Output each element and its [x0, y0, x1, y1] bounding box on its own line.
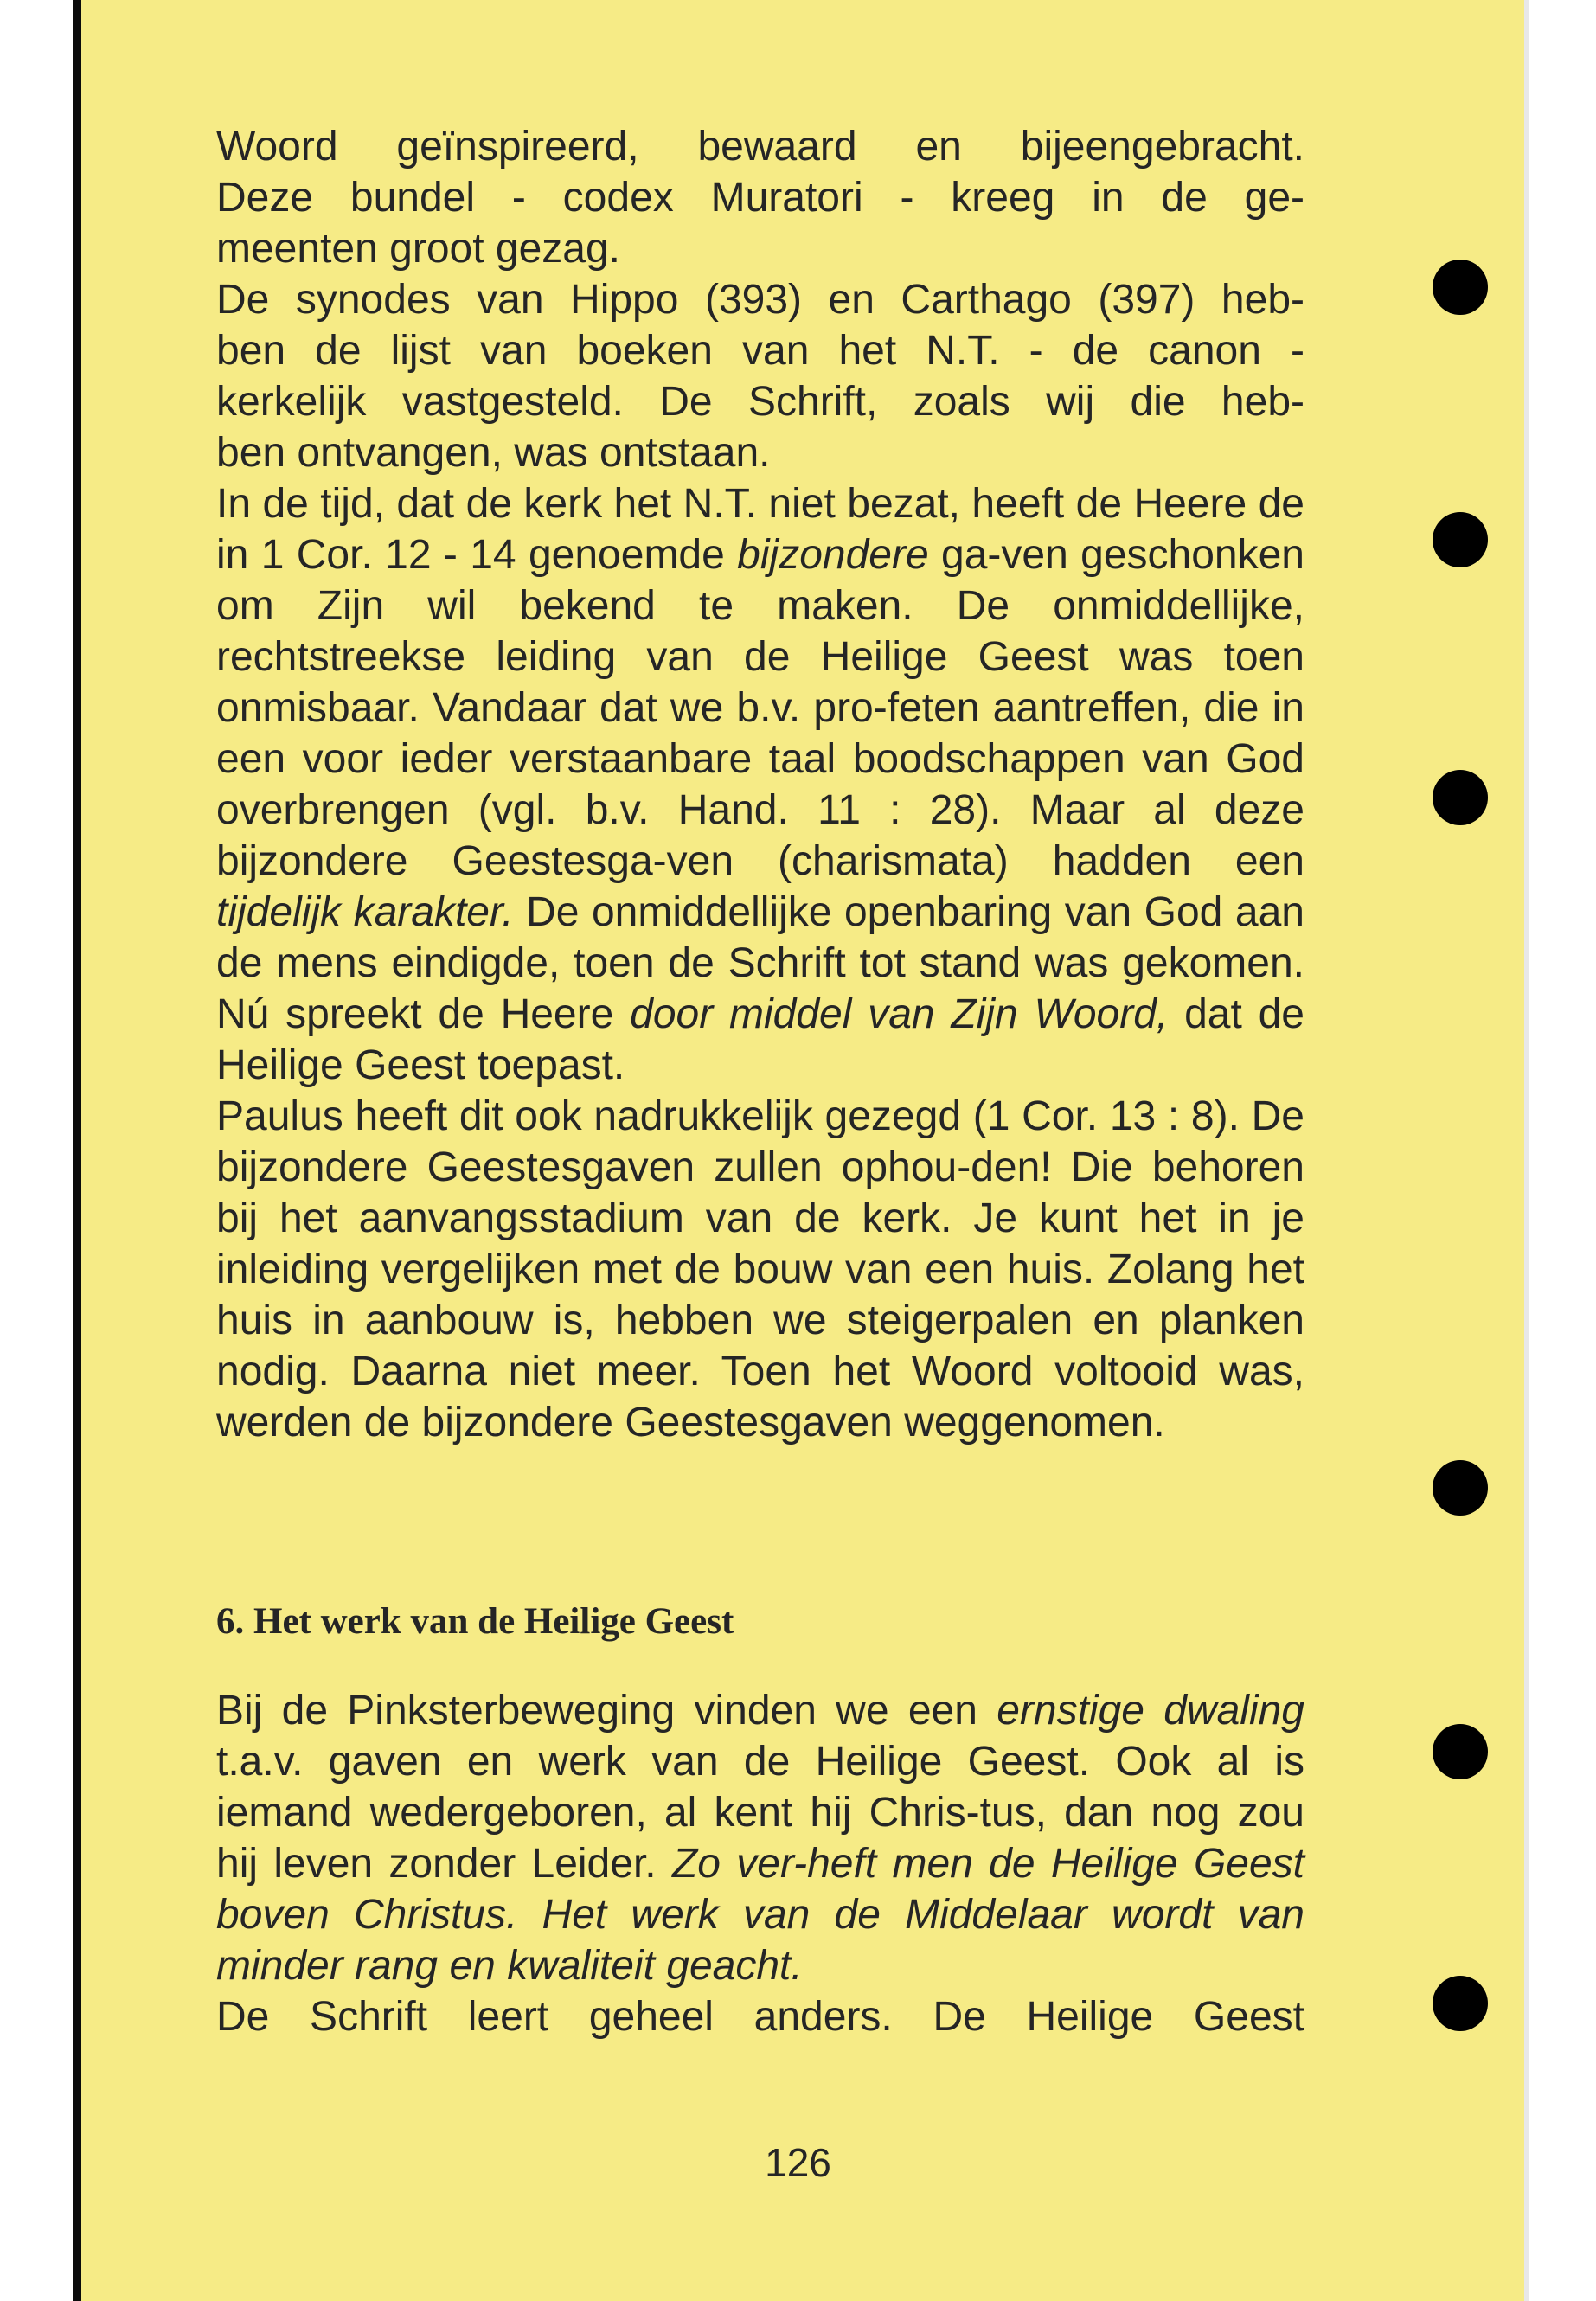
page-number: 126	[765, 2140, 831, 2185]
punch-hole-4	[1433, 1460, 1488, 1516]
punch-hole-5	[1433, 1724, 1488, 1779]
punch-hole-6	[1433, 1976, 1488, 2031]
page-right-edge	[1524, 0, 1529, 2301]
paragraph-1-line-1: Woord geïnspireerd, bewaard en bijeengebracht.	[216, 124, 1304, 170]
paragraph-1-line-3: meenten groot gezag.	[216, 226, 620, 272]
paragraph-2-line-3: kerkelijk vastgesteld. De Schrift, zoals wij die heb-	[216, 379, 1304, 425]
paragraph-2-line-4: ben ontvangen, was ontstaan.	[216, 430, 771, 476]
paragraph-3-text-3: De onmiddellijke openbaring van God aan de mens eindigde, toen de Schrift tot stand was gekomen. Nú spreekt de Heere	[216, 889, 1305, 1037]
paragraph-2	[216, 274, 1304, 478]
paragraph-3-emphasis-3: door middel van Zijn Woord,	[630, 991, 1169, 1037]
page-left-edge	[73, 0, 81, 2301]
body-text-top	[216, 121, 1304, 1448]
punch-hole-1	[1433, 260, 1488, 315]
paragraph-5-emphasis-2: Zo ver-heft men de Heilige Geest boven Christus. Het werk van de Middelaar wordt van minder rang en kwaliteit geacht.	[216, 1841, 1305, 1989]
paragraph-5-text-1: Bij de Pinksterbeweging vinden we een	[216, 1688, 997, 1734]
paragraph-3	[216, 478, 1304, 1091]
paragraph-3-text-4: dat de Heilige Geest toepast.	[216, 991, 1304, 1088]
paragraph-3-emphasis-1: bijzondere	[737, 532, 929, 578]
body-text-bottom	[216, 1685, 1304, 2042]
punch-hole-2	[1433, 512, 1488, 567]
punch-hole-3	[1433, 770, 1488, 825]
paragraph-3-text-1: In de tijd, dat de kerk het N.T. niet bezat, heeft de Heere de in 1 Cor. 12 - 14 genoemde	[216, 481, 1304, 578]
paragraph-6: De Schrift leert geheel anders. De Heilige Geest	[216, 1994, 1304, 2040]
paragraph-3-text-2: ga-ven geschonken om Zijn wil bekend te maken. De onmiddellijke, rechtstreekse leiding van de Heilige Geest was toen onmisbaar. Vandaar dat we b.v. pro-feten aantreffen, die in een voor ieder verstaanbare taal boodschappen van God overbrengen (vgl. b.v. Hand. 11 : 28). Maar al deze bijzondere Geestesga-ven (charismata) hadden een	[216, 532, 1304, 884]
paragraph-5-text-2: t.a.v. gaven en werk van de Heilige Geest. Ook al is iemand wedergeboren, al kent hij Chris-tus, dan nog zou hij leven zonder Leider.	[216, 1739, 1304, 1887]
paragraph-5	[216, 1685, 1304, 1991]
paragraph-1-line-2: Deze bundel - codex Muratori - kreeg in de ge-	[216, 175, 1304, 221]
paragraph-2-line-2: ben de lijst van boeken van het N.T. - de canon -	[216, 328, 1304, 374]
paragraph-3-emphasis-2: tijdelijk karakter.	[216, 889, 514, 935]
paragraph-2-line-1: De synodes van Hippo (393) en Carthago (397) heb-	[216, 277, 1304, 323]
section-heading: 6. Het werk van de Heilige Geest	[216, 1601, 734, 1642]
paragraph-4: Paulus heeft dit ook nadrukkelijk gezegd (1 Cor. 13 : 8). De bijzondere Geestesgaven zullen ophou-den! Die behoren bij het aanvangsstadium van de kerk. Je kunt het in je inleiding vergelijken met de bouw van een huis. Zolang het huis in aanbouw is, hebben we steigerpalen en planken nodig. Daarna niet meer. Toen het Woord voltooid was, werden de bijzondere Geestesgaven weggenomen.	[216, 1093, 1304, 1445]
paragraph-1	[216, 121, 1304, 274]
paragraph-5-emphasis-1: ernstige dwaling	[997, 1688, 1305, 1734]
